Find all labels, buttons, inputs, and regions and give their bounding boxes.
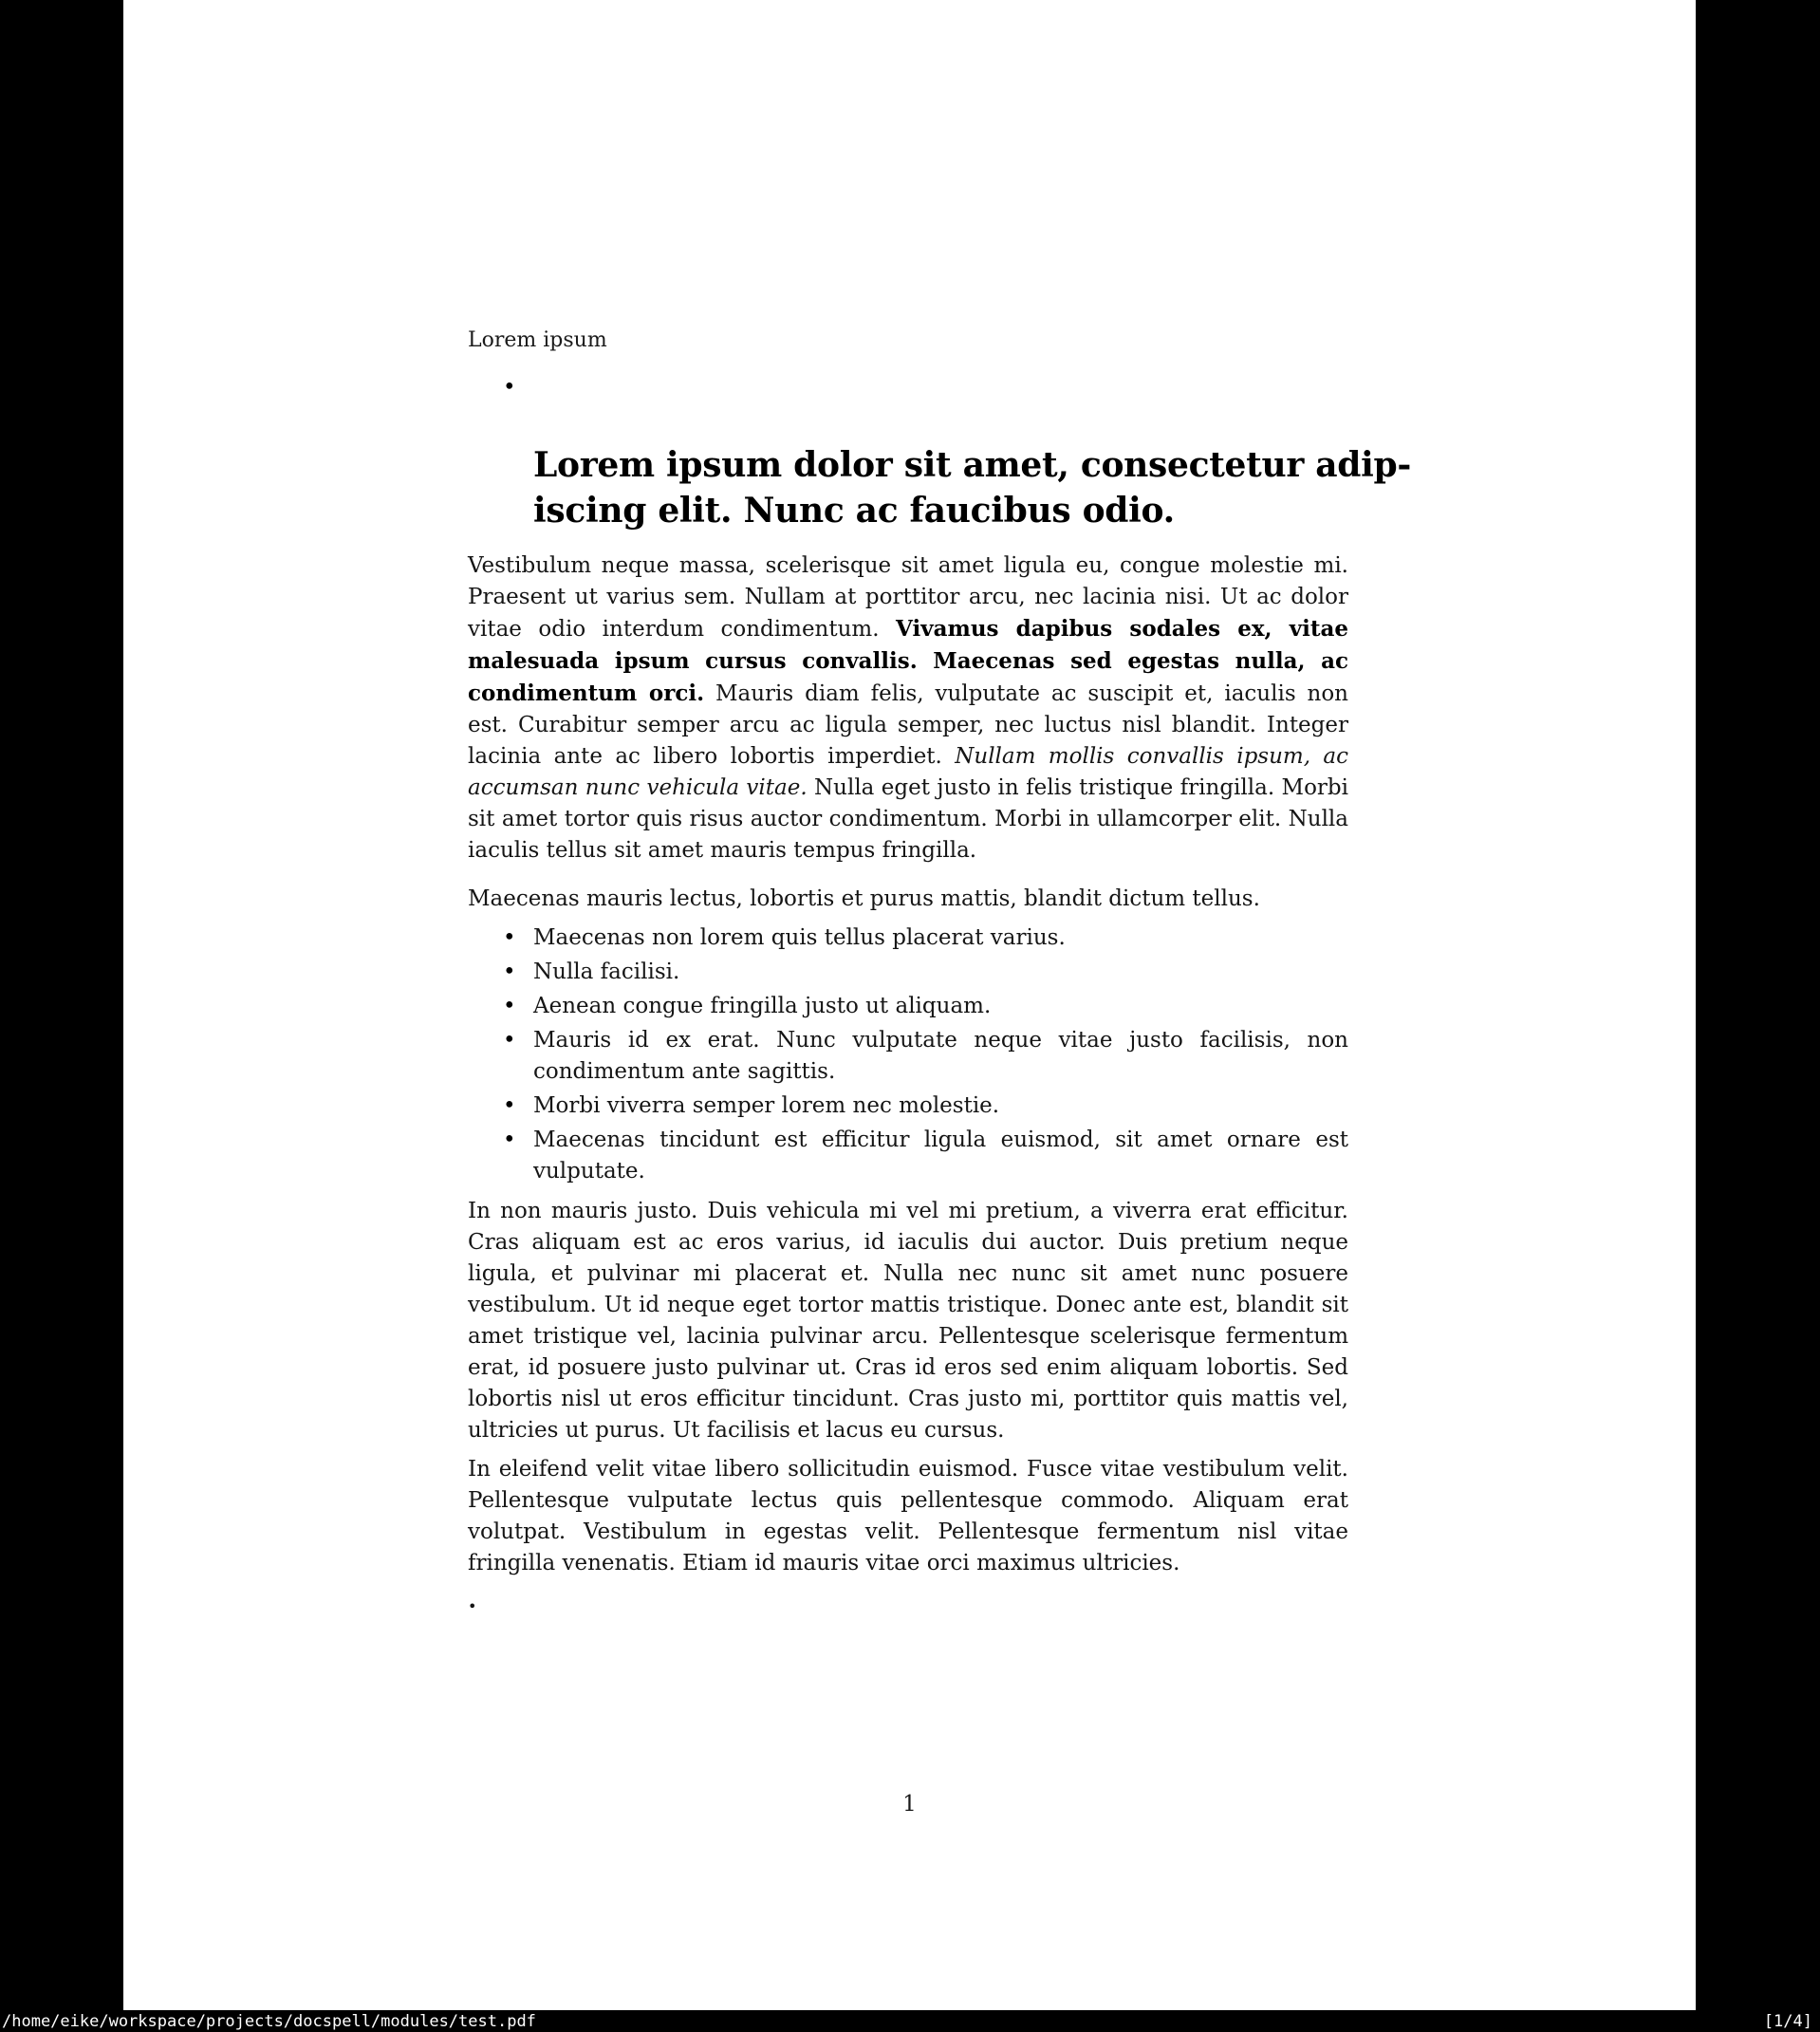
list-item-text: Nulla facilisi.	[533, 960, 680, 984]
bullet-icon: •	[503, 375, 516, 400]
paragraph-1	[468, 550, 1348, 867]
bullet-icon: •	[468, 1597, 477, 1615]
page-number: 1	[902, 1792, 917, 1817]
list-item	[468, 957, 1348, 988]
list-item	[468, 1125, 1348, 1187]
section-heading	[533, 442, 1412, 533]
list-item-text: Maecenas non lorem quis tellus placerat varius.	[533, 925, 1066, 950]
statusbar-page-indicator: [1/4]	[1763, 2011, 1812, 2031]
paragraph-1-bold-text: Vivamus dapibus sodales ex, vitae malesuada ipsum cursus convallis. Maecenas sed egestas nulla, ac condimentum orci.	[468, 616, 1349, 706]
list-item-text: Morbi viverra semper lorem nec molestie.	[533, 1093, 1000, 1118]
list-item-text: Maecenas tincidunt est efficitur ligula euismod, sit amet ornare est vulputate.	[533, 1128, 1348, 1184]
bullet-icon: •	[503, 925, 516, 950]
paragraph-2: Maecenas mauris lectus, lobortis et purus mattis, blandit dictum tellus.	[468, 886, 1260, 911]
paragraph-4: In eleifend velit vitae libero sollicitudin euismod. Fusce vitae vestibulum velit. Pellentesque vulputate lectus quis pellentesque commodo. Aliquam erat volutpat. Vestibulum in egestas velit. Pellentesque fermentum nisl vitae fringilla venenatis. Etiam id mauris vitae orci maximus ultricies.	[468, 1457, 1348, 1575]
list-item	[468, 1025, 1348, 1088]
bullet-icon: •	[503, 994, 516, 1018]
paragraph-1-text: Mauris diam felis, vulputate ac suscipit et, iaculis non est. Curabitur semper arcu ac ligula semper, nec luctus nisl blandit. Integer lacinia ante ac libero lobortis imperdiet.	[468, 681, 1348, 769]
bullet-list	[468, 923, 1348, 1187]
statusbar-file-path: /home/eike/workspace/projects/docspell/modules/test.pdf	[2, 2011, 536, 2031]
paragraph-1-text: Nulla eget justo in felis tristique fringilla. Morbi sit amet tortor quis risus auctor condimentum. Morbi in ullamcorper elit. Nulla iaculis tellus sit amet mauris tempus fringilla.	[468, 775, 1348, 863]
bullet-icon: •	[503, 960, 516, 984]
empty-list-item	[468, 372, 1348, 403]
empty-list-item	[468, 1591, 1348, 1622]
list-item	[468, 1091, 1348, 1122]
paragraph-3: In non mauris justo. Duis vehicula mi vel mi pretium, a viverra erat efficitur. Cras aliquam est ac eros varius, id iaculis dui auctor. Duis pretium neque ligula, et pulvinar mi placerat et. Nulla nec nunc sit amet nunc posuere vestibulum. Ut id neque eget tortor mattis tristique. Donec ante est, blandit sit amet tristique vel, lacinia pulvinar arcu. Pellentesque scelerisque fermentum erat, id posuere justo pulvinar ut. Cras id eros sed enim aliquam lobortis. Sed lobortis nisl ut eros efficitur tincidunt. Cras justo mi, porttitor quis mattis vel, ultricies ut purus. Ut facilisis et lacus eu cursus.	[468, 1199, 1348, 1443]
bullet-icon: •	[503, 1093, 516, 1118]
pdf-page[interactable]	[123, 0, 1696, 2010]
document-content	[468, 0, 1412, 1622]
list-item-text: Mauris id ex erat. Nunc vulputate neque vitae justo facilisis, non condimentum ante sagittis.	[533, 1028, 1348, 1084]
paragraph-1-italic-text: Nullam mollis convallis ipsum, ac accumsan nunc vehicula vitae.	[468, 744, 1348, 800]
list-item-text: Aenean congue fringilla justo ut aliquam.	[533, 994, 992, 1018]
list-item	[468, 991, 1348, 1022]
section-heading-line2: iscing elit. Nunc ac faucibus odio.	[533, 491, 1175, 531]
bullet-icon: •	[503, 1128, 516, 1152]
document-label: Lorem ipsum	[468, 328, 607, 352]
bullet-icon: •	[503, 1028, 516, 1053]
list-item	[468, 923, 1348, 954]
statusbar	[0, 2010, 1820, 2032]
section-heading-line1: Lorem ipsum dolor sit amet, consectetur adip-	[533, 445, 1412, 485]
paragraph-1-text: Vestibulum neque massa, scelerisque sit amet ligula eu, congue molestie mi. Praesent ut varius sem. Nullam at porttitor arcu, nec lacinia nisi. Ut ac dolor vitae odio interdum condimentum.	[468, 553, 1348, 642]
